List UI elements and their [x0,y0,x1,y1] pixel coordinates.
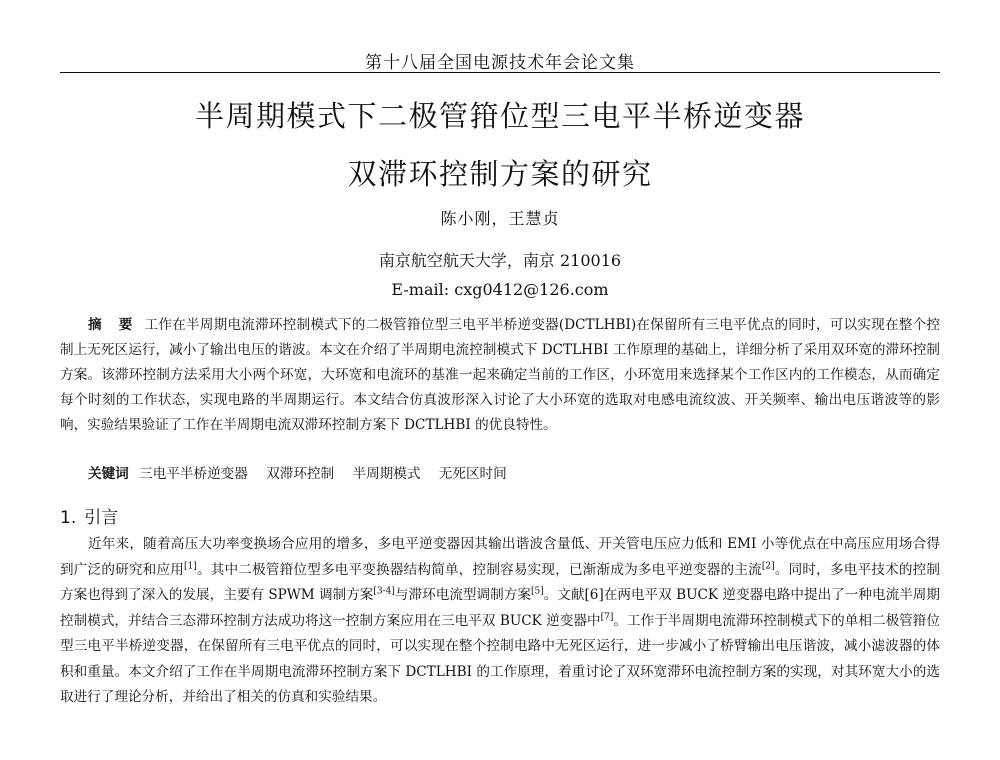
intro-text: 与滞环电流型调制方案 [394,587,531,603]
keywords-label: 关键词 [88,466,129,482]
intro-text: 。工作于半周期电流滞环控制模式下的单相二极管箝位型三电平半桥逆变器，在保留所有三电平优点的同时，可以实现在整个控制电路中无死区运行，进一步减小了桥臂输出电压谐波，减小滤波器的体积和重量。本文介绍了工作在半周期电流滞环控制方案下 DCTLHBI 的工作原理，着重讨论了双环宽滞环电流控制方案的实现，对其环宽大小的选取进行了理论分析，并给出了相关的仿真和实验结果。 [60,612,940,705]
email: E-mail: cxg0412@126.com [391,280,609,299]
keywords [88,462,521,482]
header-rule [60,72,940,73]
section-title: 引言 [84,508,119,528]
section-heading [60,503,118,528]
intro-paragraph [60,532,940,711]
section-number: 1. [60,508,77,528]
abstract [60,313,940,438]
paper-title-line-1: 半周期模式下二极管箝位型三电平半桥逆变器 [194,99,805,133]
intro-text: 近年来，随着高压大功率变换场合应用的增多，多电平逆变器因其输出谐波含量低、开关管电压应力低和 EMI 小等优点在中高压应用场合得到广泛的研究和应用 [60,536,940,578]
citation: [5] [530,586,544,597]
authors: 陈小刚，王慧贞 [440,209,560,228]
intro-text: 。其中二极管箝位型多电平变换器结构简单，控制容易实现，已渐渐成为多电平逆变器的主流 [196,561,762,578]
keyword: 三电平半桥逆变器 [139,466,248,482]
affiliation: 南京航空航天大学，南京 210016 [378,251,622,270]
intro-text: 。同时，多电平技术的控制方案也得到了深入的发展，主要有 SPWM 调制方案 [60,561,941,603]
citation: [7] [600,611,614,622]
paper-title-line-2: 双滞环控制方案的研究 [347,157,653,191]
intro-text: 。文献[6]在两电平双 BUCK 逆变器电路中提出了一种电流半周期控制模式，并结合三态滞环控制方法成功将这一控制方案应用在三电平双 BUCK 逆变器中 [60,587,941,629]
running-head: 第十八届全国电源技术年会论文集 [365,53,635,73]
citation: [3-4] [373,586,395,597]
abstract-label: 摘 要 [88,317,139,333]
keyword: 双滞环控制 [266,466,335,482]
citation: [1] [184,560,197,571]
abstract-text: 工作在半周期电流滞环控制模式下的二极管箝位型三电平半桥逆变器(DCTLHBI)在保留所有三电平优点的同时，可以实现在整个控制上无死区运行，减小了输出电压的谐波。本文在介绍了半周期电流控制模式下 DCTLHBI 工作原理的基础上，详细分析了采用双环宽的滞环控制方案。该滞环控制方法采用大小两个环宽，大环宽和电流环的基准一起来确定当前的工作区，小环宽用来选择某个工作区内的工作模态，从而确定每个时刻的工作状态，实现电路的半周期运行。本文结合仿真波形深入讨论了大小环宽的选取对电感电流纹波、开关频率、输出电压谐波等的影响，实验结果验证了工作在半周期电流双滞环控制方案下 DCTLHBI 的优良特性。 [60,317,940,433]
citation: [2] [761,560,775,571]
keyword: 半周期模式 [352,466,421,482]
keyword: 无死区时间 [438,466,507,482]
